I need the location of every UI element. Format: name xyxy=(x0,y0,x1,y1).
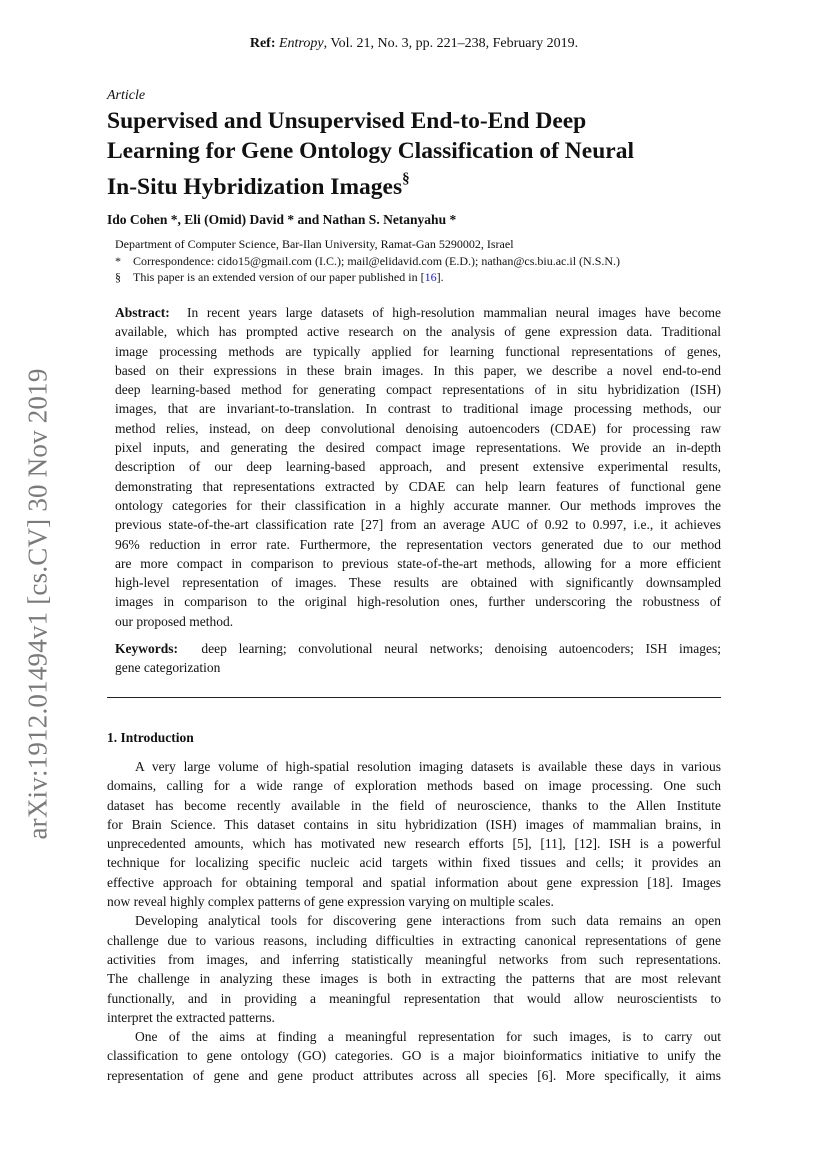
keywords xyxy=(115,639,721,678)
journal-details: , Vol. 21, No. 3, pp. 221–238, February 2019. xyxy=(323,36,579,51)
abstract-line: ontology categories for their classification in a highly accurate manner. Our methods improves the xyxy=(115,497,721,513)
body-line: dataset has become recently available in the field of neuroscience, thanks to the Allen Institute xyxy=(107,797,721,813)
body-line: functionally, and in providing a meaningful representation that would allow neuroscientists to xyxy=(107,990,721,1006)
abstract-line: high-level representation of images. These results are obtained with significantly downsampled xyxy=(115,575,721,591)
abstract-line: image processing methods are typically applied for learning functional representations of genes, xyxy=(115,343,721,359)
extended-version-note: § This paper is an extended version of our paper published in [ 16 ]. xyxy=(115,270,444,284)
arxiv-stamp-text: arXiv:1912.01494v1 [cs.CV] 30 Nov 2019 xyxy=(22,368,53,840)
article-label: Article xyxy=(107,88,146,103)
paper-title xyxy=(107,106,721,202)
abstract-line: 96% reduction in error rate. Furthermore, the representation vectors generated due to our method xyxy=(115,536,721,552)
abstract-line: previous state-of-the-art classification rate [27] from an average AUC of 0.92 to 0.997, i.e., it achieves xyxy=(115,517,721,533)
correspondence: * Correspondence: cido15@gmail.com (I.C.); mail@elidavid.com (E.D.); nathan@cs.biu.ac.il (N.S.N.) xyxy=(115,253,621,268)
abstract-line: based on their expressions in these brain images. In this paper, we describe a novel end-to-end xyxy=(115,362,721,378)
title-footnote-mark: § xyxy=(402,171,410,187)
department: Department of Computer Science, Bar-Ilan University, Ramat-Gan 5290002, Israel xyxy=(115,237,514,251)
ref-label: Ref: xyxy=(249,36,276,51)
abstract xyxy=(115,303,721,631)
body-line: classification to gene ontology (GO) categories. GO is a major bioinformatics initiative to unify the xyxy=(107,1048,721,1064)
body-line: technique for localizing specific nucleic acid targets within fixed tissues and cells; it provides an xyxy=(107,855,721,871)
journal-reference xyxy=(0,36,828,52)
body-line: for Brain Science. This dataset contains in situ hybridization (ISH) images of mammalian brains, in xyxy=(107,816,721,832)
body-line: interpret the extracted patterns. xyxy=(107,1009,275,1025)
body-line: activities from images, and inferring statistically meaningful networks from such representations. xyxy=(107,951,721,967)
body-line: challenge due to various reasons, including difficulties in extracting canonical representations of gene xyxy=(107,932,721,948)
keywords-label: Keywords: xyxy=(115,641,178,656)
affiliations xyxy=(115,236,721,286)
abstract-line: available, which has prompted active research on the analysis of gene expression data. Traditional xyxy=(115,324,721,340)
body-line: One of the aims at finding a meaningful representation for such images, is to carry out xyxy=(135,1029,721,1045)
keywords-line: gene categorization xyxy=(115,660,221,676)
journal-name: Entropy xyxy=(278,36,324,51)
citation-link[interactable]: 16 xyxy=(424,270,437,284)
keywords-line: Keywords: deep learning; convolutional neural networks; denoising autoencoders; ISH images; xyxy=(115,641,721,656)
section-divider xyxy=(107,697,721,698)
abstract-line: description of our deep learning-based approach, and present extensive experimental results, xyxy=(115,459,721,475)
abstract-line: our proposed method. xyxy=(115,613,234,629)
body-line: effective approach for obtaining temporal and spatial information about gene expression [18]. Images xyxy=(107,874,721,890)
title-line: Learning for Gene Ontology Classification of Neural xyxy=(107,138,634,164)
abstract-line: images in comparison to the original high-resolution ones, further underscoring the robustness of xyxy=(115,594,721,610)
body-line: representation of gene and gene product attributes across all species [6]. More specifically, it aims xyxy=(107,1067,721,1083)
section-heading: 1. Introduction xyxy=(107,730,194,745)
introduction-body xyxy=(107,757,721,1085)
title-line: In-Situ Hybridization Images§ xyxy=(107,171,410,200)
abstract-line: images, that are invariant-to-translation. In contrast to traditional image processing methods, our xyxy=(115,401,721,417)
author-list: Ido Cohen *, Eli (Omid) David * and Nathan S. Netanyahu * xyxy=(107,212,457,227)
abstract-line: pixel inputs, and generating the desired compact image representations. We provide an in-depth xyxy=(115,440,721,456)
abstract-line: method relies, instead, on deep convolutional denoising autoencoders (CDAE) for processing raw xyxy=(115,420,721,436)
body-line: Developing analytical tools for discovering gene interactions from such data remains an open xyxy=(135,913,721,929)
body-line: The challenge in analyzing these images is both in extracting the patterns that are most relevant xyxy=(107,971,721,987)
arxiv-stamp xyxy=(18,358,58,850)
abstract-line: deep learning-based method for generating compact representations of in situ hybridization (ISH) xyxy=(115,382,721,398)
body-line: A very large volume of high-spatial resolution imaging datasets is available these days in various xyxy=(135,759,721,774)
body-line: domains, calling for a wide range of exploration methods based on image processing. One such xyxy=(107,778,721,794)
abstract-line: are more compact in comparison to previous state-of-the-art methods, allowing for a more efficient xyxy=(115,555,721,571)
abstract-line: Abstract: In recent years large datasets of high-resolution mammalian neural images have become xyxy=(115,305,721,320)
title-line: Supervised and Unsupervised End-to-End Deep xyxy=(107,108,587,134)
body-line: now reveal highly complex patterns of gene expression varying on multiple scales. xyxy=(107,894,554,910)
abstract-line: demonstrating that representations extracted by CDAE can help learn features of functional gene xyxy=(115,478,721,494)
abstract-label: Abstract: xyxy=(115,305,170,320)
body-line: unprecedented amounts, which has motivated new research efforts [5], [11], [12]. ISH is a powerful xyxy=(107,836,721,852)
